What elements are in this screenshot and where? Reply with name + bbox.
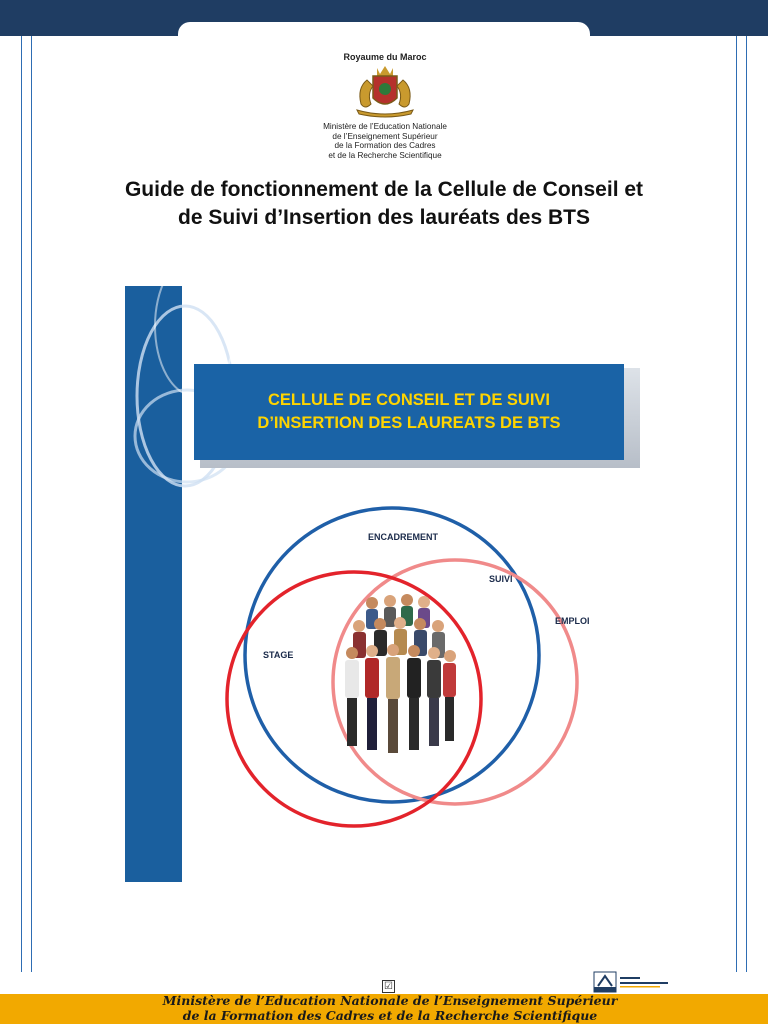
- venn-label-emploi: EMPLOI: [555, 616, 590, 626]
- people-group-illustration: [345, 594, 456, 753]
- venn-label-encadrement: ENCADREMENT: [368, 532, 439, 542]
- ministry-name: [280, 122, 490, 160]
- footer-line: de la Formation des Cadres et de la Recherche Scientifique: [182, 1007, 598, 1023]
- venn-diagram: [222, 500, 590, 850]
- ministry-line: de la Formation des Cadres: [334, 141, 436, 151]
- decorative-blue-bar: [125, 286, 182, 882]
- coat-of-arms-emblem: [347, 64, 423, 118]
- venn-label-suivi: SUIVI: [489, 574, 513, 584]
- kingdom-label: Royaume du Maroc: [343, 52, 427, 62]
- title-line: de Suivi d’Insertion des lauréats des BTS: [178, 206, 590, 229]
- venn-label-stage: STAGE: [263, 650, 294, 660]
- title-banner: [194, 364, 624, 460]
- banner-line: CELLULE DE CONSEIL ET DE SUIVI: [267, 391, 551, 409]
- partner-logo-icon: [594, 972, 674, 994]
- checkbox-icon: ☑: [382, 980, 395, 993]
- footer-ministry: [150, 994, 630, 1023]
- top-tab: [178, 22, 590, 48]
- ministry-header: [280, 52, 490, 160]
- right-border-line: [746, 36, 747, 972]
- ministry-line: de l’Enseignement Supérieur: [332, 131, 438, 141]
- footer-line: Ministère de l’Education Nationale de l’Enseignement Supérieur: [162, 993, 618, 1008]
- banner-line: D’INSERTION DES LAUREATS DE BTS: [257, 414, 561, 432]
- left-border-line: [31, 36, 32, 972]
- right-border-line: [736, 36, 737, 972]
- ministry-line: et de la Recherche Scientifique: [328, 150, 442, 160]
- left-border-line: [21, 36, 22, 972]
- ministry-line: Ministère de l’Education Nationale: [323, 122, 447, 131]
- document-title: [40, 176, 728, 232]
- swirl-decoration-icon: [125, 286, 182, 882]
- title-line: Guide de fonctionnement de la Cellule de Conseil et: [124, 178, 644, 201]
